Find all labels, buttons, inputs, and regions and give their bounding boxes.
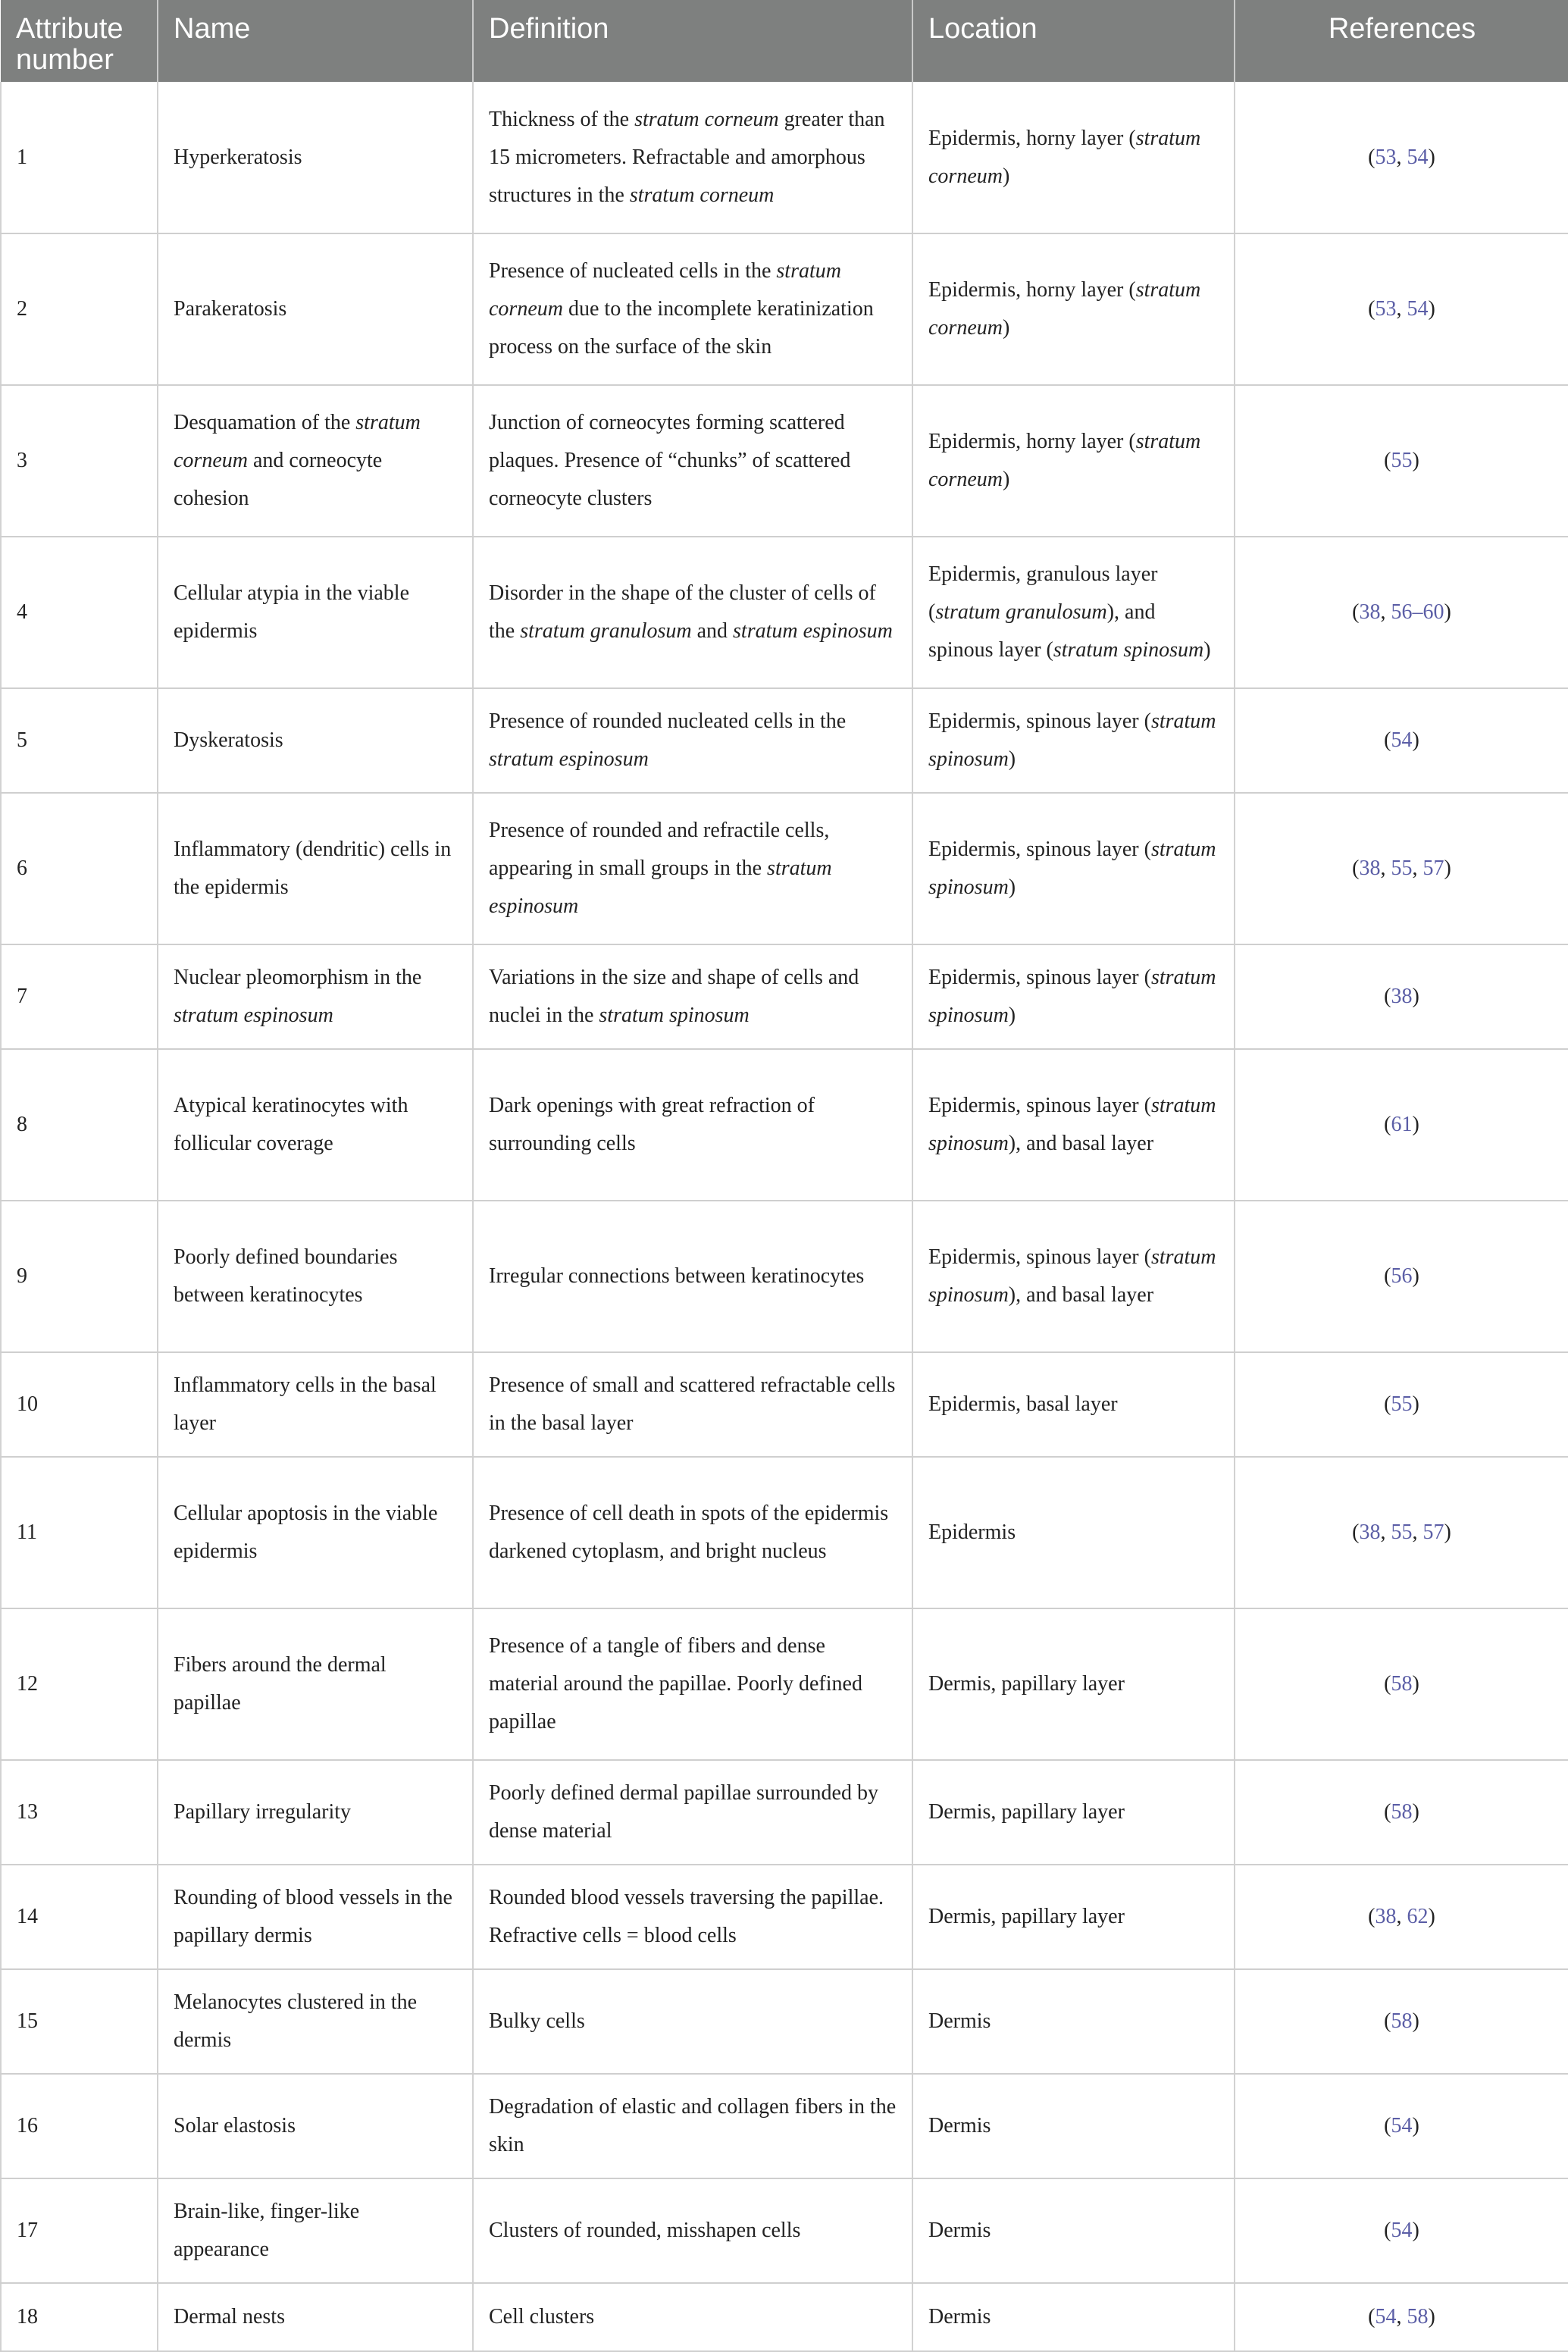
table-body bbox=[1, 82, 1568, 2351]
reference-link[interactable]: 54 bbox=[1407, 297, 1429, 321]
definition-cell bbox=[473, 385, 912, 537]
table-row bbox=[1, 1352, 1568, 1457]
attribute-number-cell bbox=[1, 233, 158, 385]
text-run: Bulky cells bbox=[489, 2009, 585, 2033]
text-run: Disorder in the shape of the cluster of cells of the bbox=[489, 581, 876, 643]
table-row bbox=[1, 537, 1568, 688]
reference-link[interactable]: 58 bbox=[1391, 1800, 1413, 1824]
reference-link[interactable]: 58 bbox=[1391, 1672, 1413, 1696]
text-run: stratum spinosum bbox=[928, 709, 1216, 771]
definition-cell bbox=[473, 1969, 912, 2074]
text-run: Degradation of elastic and collagen fibers in the skin bbox=[489, 2095, 897, 2156]
header-row bbox=[1, 0, 1568, 82]
text-run: stratum corneum bbox=[629, 183, 775, 207]
reference-link[interactable]: 56–60 bbox=[1391, 600, 1444, 624]
location-cell bbox=[912, 1608, 1235, 1760]
references-cell: (38, 62) bbox=[1235, 1865, 1568, 1969]
location-cell bbox=[912, 2178, 1235, 2283]
header-location: Location bbox=[912, 0, 1235, 82]
name-cell bbox=[158, 2283, 473, 2351]
references-cell: (53, 54) bbox=[1235, 82, 1568, 233]
attribute-number-cell bbox=[1, 82, 158, 233]
text-run: Variations in the size and shape of cells and nuclei in the bbox=[489, 966, 859, 1027]
text-run: ), and basal layer bbox=[1008, 1283, 1154, 1307]
attribute-number-cell bbox=[1, 385, 158, 537]
text-run: stratum espinosum bbox=[733, 619, 893, 643]
text-run: Poorly defined boundaries between keratinocytes bbox=[174, 1245, 398, 1307]
text-run: Epidermis, spinous layer ( bbox=[928, 838, 1151, 861]
table-header bbox=[1, 0, 1568, 82]
attribute-number-cell bbox=[1, 944, 158, 1049]
text-run: ) bbox=[1002, 468, 1010, 491]
text-run: Epidermis, granulous layer ( bbox=[928, 562, 1158, 624]
attribute-number-cell bbox=[1, 688, 158, 793]
attribute-number: 14 bbox=[17, 1905, 38, 1928]
text-run: Poorly defined dermal papillae surrounded by dense material bbox=[489, 1781, 878, 1843]
attribute-number: 11 bbox=[17, 1521, 37, 1544]
name-cell bbox=[158, 82, 473, 233]
text-run: ), and spinous layer ( bbox=[928, 600, 1156, 662]
name-cell bbox=[158, 1457, 473, 1608]
table-row bbox=[1, 1201, 1568, 1352]
definition-cell bbox=[473, 233, 912, 385]
references-cell: (38, 55, 57) bbox=[1235, 1457, 1568, 1608]
attribute-number-cell bbox=[1, 1608, 158, 1760]
text-run: stratum spinosum bbox=[928, 838, 1216, 899]
reference-link[interactable]: 54 bbox=[1391, 2219, 1413, 2242]
name-cell bbox=[158, 1608, 473, 1760]
reference-link[interactable]: 54 bbox=[1391, 2114, 1413, 2137]
text-run: Fibers around the dermal papillae bbox=[174, 1653, 387, 1715]
text-run: stratum corneum bbox=[634, 107, 779, 131]
references-cell: (56) bbox=[1235, 1201, 1568, 1352]
text-run: Inflammatory (dendritic) cells in the epidermis bbox=[174, 838, 452, 899]
text-run: stratum corneum bbox=[489, 259, 841, 321]
reference-link[interactable]: 55 bbox=[1391, 857, 1413, 880]
text-run: Dermis bbox=[928, 2114, 991, 2137]
text-run: stratum spinosum bbox=[928, 1094, 1216, 1155]
table-row bbox=[1, 1760, 1568, 1865]
attribute-number: 10 bbox=[17, 1392, 38, 1416]
references-cell: (38) bbox=[1235, 944, 1568, 1049]
references-cell: (61) bbox=[1235, 1049, 1568, 1201]
attribute-number-cell bbox=[1, 1760, 158, 1865]
table-row bbox=[1, 82, 1568, 233]
text-run: Cell clusters bbox=[489, 2305, 595, 2329]
reference-link[interactable]: 56 bbox=[1391, 1264, 1413, 1288]
text-run: Atypical keratinocytes with follicular coverage bbox=[174, 1094, 408, 1155]
definition-cell bbox=[473, 2074, 912, 2178]
text-run: Presence of rounded nucleated cells in the bbox=[489, 709, 847, 733]
text-run: Epidermis, spinous layer ( bbox=[928, 1245, 1151, 1269]
text-run: greater than 15 micrometers. Refractable and amorphous structures in the bbox=[489, 107, 885, 207]
reference-link[interactable]: 55 bbox=[1391, 449, 1413, 472]
text-run: Epidermis, basal layer bbox=[928, 1392, 1118, 1416]
header-references: References bbox=[1235, 0, 1568, 82]
text-run: Epidermis, horny layer ( bbox=[928, 430, 1136, 453]
name-cell bbox=[158, 793, 473, 944]
text-run: Presence of rounded and refractile cells, appearing in small groups in the bbox=[489, 819, 830, 880]
text-run: Dermis, papillary layer bbox=[928, 1800, 1125, 1824]
attribute-number: 1 bbox=[17, 145, 27, 169]
text-run: Epidermis, spinous layer ( bbox=[928, 1094, 1151, 1117]
table-row bbox=[1, 688, 1568, 793]
text-run: Dermis bbox=[928, 2219, 991, 2242]
definition-cell bbox=[473, 1352, 912, 1457]
references-cell: (55) bbox=[1235, 1352, 1568, 1457]
definition-cell bbox=[473, 537, 912, 688]
text-run: stratum granulosum bbox=[520, 619, 692, 643]
attribute-number: 12 bbox=[17, 1672, 38, 1696]
text-run: Irregular connections between keratinocytes bbox=[489, 1264, 865, 1288]
attribute-number: 18 bbox=[17, 2305, 38, 2329]
references-cell: (54) bbox=[1235, 2178, 1568, 2283]
references-cell: (58) bbox=[1235, 1608, 1568, 1760]
location-cell bbox=[912, 793, 1235, 944]
name-cell bbox=[158, 2178, 473, 2283]
attribute-number-cell bbox=[1, 1457, 158, 1608]
reference-link[interactable]: 54 bbox=[1375, 2305, 1397, 2329]
text-run: Presence of cell death in spots of the epidermis darkened cytoplasm, and bright nucleus bbox=[489, 1502, 889, 1563]
location-cell bbox=[912, 385, 1235, 537]
text-run: Epidermis bbox=[928, 1521, 1016, 1544]
location-cell bbox=[912, 1201, 1235, 1352]
references-cell: (55) bbox=[1235, 385, 1568, 537]
text-run: stratum granulosum bbox=[935, 600, 1107, 624]
text-run: stratum spinosum bbox=[1053, 638, 1204, 662]
table-row bbox=[1, 233, 1568, 385]
attribute-number: 13 bbox=[17, 1800, 38, 1824]
reference-link[interactable]: 58 bbox=[1407, 2305, 1429, 2329]
reference-link[interactable]: 54 bbox=[1407, 145, 1429, 169]
text-run: Dark openings with great refraction of surrounding cells bbox=[489, 1094, 815, 1155]
name-cell bbox=[158, 233, 473, 385]
text-run: Clusters of rounded, misshapen cells bbox=[489, 2219, 801, 2242]
attribute-number: 9 bbox=[17, 1264, 27, 1288]
header-definition: Definition bbox=[473, 0, 912, 82]
location-cell bbox=[912, 537, 1235, 688]
references-cell: (38, 56–60) bbox=[1235, 537, 1568, 688]
location-cell bbox=[912, 944, 1235, 1049]
reference-link[interactable]: 62 bbox=[1407, 1905, 1429, 1928]
text-run: stratum espinosum bbox=[489, 747, 649, 771]
attribute-number: 15 bbox=[17, 2009, 38, 2033]
attribute-number: 4 bbox=[17, 600, 27, 624]
table-row bbox=[1, 2178, 1568, 2283]
text-run: stratum espinosum bbox=[489, 857, 832, 918]
attribute-number-cell bbox=[1, 2283, 158, 2351]
reference-link[interactable]: 53 bbox=[1375, 297, 1397, 321]
text-run: due to the incomplete keratinization process on the surface of the skin bbox=[489, 297, 874, 359]
location-cell bbox=[912, 1760, 1235, 1865]
attribute-number-cell bbox=[1, 537, 158, 688]
text-run: Dermal nests bbox=[174, 2305, 285, 2329]
text-run: Brain-like, finger-like appearance bbox=[174, 2200, 360, 2261]
text-run: ) bbox=[1008, 1004, 1016, 1027]
definition-cell bbox=[473, 82, 912, 233]
references-cell: (54) bbox=[1235, 688, 1568, 793]
text-run: stratum spinosum bbox=[599, 1004, 750, 1027]
attribute-number: 3 bbox=[17, 449, 27, 472]
attribute-number-cell bbox=[1, 2178, 158, 2283]
location-cell bbox=[912, 1457, 1235, 1608]
text-run: Rounded blood vessels traversing the papillae. Refractive cells = blood cells bbox=[489, 1886, 884, 1947]
text-run: Rounding of blood vessels in the papillary dermis bbox=[174, 1886, 452, 1947]
text-run: Parakeratosis bbox=[174, 297, 287, 321]
references-cell: (58) bbox=[1235, 1760, 1568, 1865]
name-cell bbox=[158, 2074, 473, 2178]
name-cell bbox=[158, 1049, 473, 1201]
text-run: Hyperkeratosis bbox=[174, 145, 302, 169]
references-cell: (38, 55, 57) bbox=[1235, 793, 1568, 944]
table-row bbox=[1, 385, 1568, 537]
location-cell bbox=[912, 1969, 1235, 2074]
references-cell: (54, 58) bbox=[1235, 2283, 1568, 2351]
definition-cell bbox=[473, 1608, 912, 1760]
attribute-number-cell bbox=[1, 793, 158, 944]
text-run: Papillary irregularity bbox=[174, 1800, 352, 1824]
text-run: Desquamation of the bbox=[174, 411, 356, 434]
location-cell bbox=[912, 688, 1235, 793]
attribute-number-cell bbox=[1, 2074, 158, 2178]
location-cell bbox=[912, 1049, 1235, 1201]
reference-link[interactable]: 53 bbox=[1375, 145, 1397, 169]
definition-cell bbox=[473, 793, 912, 944]
text-run: Junction of corneocytes forming scattered plaques. Presence of “chunks” of scattered corneocyte clusters bbox=[489, 411, 851, 510]
definition-cell bbox=[473, 944, 912, 1049]
text-run: Presence of small and scattered refractable cells in the basal layer bbox=[489, 1373, 896, 1435]
attribute-number: 5 bbox=[17, 728, 27, 752]
table-row bbox=[1, 1049, 1568, 1201]
location-cell bbox=[912, 82, 1235, 233]
reference-link[interactable]: 61 bbox=[1391, 1113, 1413, 1136]
reference-link[interactable]: 57 bbox=[1422, 857, 1444, 880]
text-run: Epidermis, horny layer ( bbox=[928, 278, 1136, 302]
text-run: ) bbox=[1008, 875, 1016, 899]
attribute-number: 6 bbox=[17, 857, 27, 880]
attribute-number-cell bbox=[1, 1352, 158, 1457]
definition-cell bbox=[473, 2178, 912, 2283]
text-run: stratum corneum bbox=[928, 430, 1201, 491]
name-cell bbox=[158, 1352, 473, 1457]
text-run: Epidermis, spinous layer ( bbox=[928, 966, 1151, 989]
text-run: stratum spinosum bbox=[928, 1245, 1216, 1307]
location-cell bbox=[912, 2074, 1235, 2178]
table-row bbox=[1, 2074, 1568, 2178]
name-cell bbox=[158, 1201, 473, 1352]
header-attribute-number: Attribute number bbox=[1, 0, 158, 82]
reference-link[interactable]: 38 bbox=[1375, 1905, 1397, 1928]
table-row bbox=[1, 944, 1568, 1049]
table-row bbox=[1, 793, 1568, 944]
location-cell bbox=[912, 2283, 1235, 2351]
text-run: Melanocytes clustered in the dermis bbox=[174, 1990, 418, 2052]
text-run: Dermis, papillary layer bbox=[928, 1672, 1125, 1696]
text-run: Cellular atypia in the viable epidermis bbox=[174, 581, 410, 643]
text-run: stratum corneum bbox=[174, 411, 421, 472]
attribute-number: 16 bbox=[17, 2114, 38, 2137]
text-run: stratum espinosum bbox=[174, 1004, 333, 1027]
attribute-number: 7 bbox=[17, 985, 27, 1008]
definition-cell bbox=[473, 2283, 912, 2351]
reference-link[interactable]: 38 bbox=[1359, 1521, 1381, 1544]
name-cell bbox=[158, 944, 473, 1049]
text-run: Solar elastosis bbox=[174, 2114, 296, 2137]
text-run: and bbox=[691, 619, 734, 643]
definition-cell bbox=[473, 688, 912, 793]
text-run: stratum spinosum bbox=[928, 966, 1216, 1027]
attribute-number: 17 bbox=[17, 2219, 38, 2242]
name-cell bbox=[158, 385, 473, 537]
table-row bbox=[1, 2283, 1568, 2351]
text-run: Dermis bbox=[928, 2009, 991, 2033]
text-run: Dermis, papillary layer bbox=[928, 1905, 1125, 1928]
text-run: stratum corneum bbox=[928, 278, 1201, 340]
header-name: Name bbox=[158, 0, 473, 82]
text-run: ), and basal layer bbox=[1008, 1132, 1154, 1155]
definition-cell bbox=[473, 1865, 912, 1969]
definition-cell bbox=[473, 1457, 912, 1608]
text-run: Nuclear pleomorphism in the bbox=[174, 966, 422, 989]
text-run: and corneocyte cohesion bbox=[174, 449, 383, 510]
name-cell bbox=[158, 688, 473, 793]
text-run: Dermis bbox=[928, 2305, 991, 2329]
reference-link[interactable]: 38 bbox=[1391, 985, 1413, 1008]
text-run: Inflammatory cells in the basal layer bbox=[174, 1373, 437, 1435]
references-cell: (54) bbox=[1235, 2074, 1568, 2178]
attribute-number-cell bbox=[1, 1049, 158, 1201]
text-run: Cellular apoptosis in the viable epidermis bbox=[174, 1502, 438, 1563]
text-run: Thickness of the bbox=[489, 107, 635, 131]
definition-cell bbox=[473, 1760, 912, 1865]
text-run: ) bbox=[1203, 638, 1211, 662]
name-cell bbox=[158, 537, 473, 688]
text-run: Presence of a tangle of fibers and dense material around the papillae. Poorly defined papillae bbox=[489, 1634, 862, 1733]
name-cell bbox=[158, 1969, 473, 2074]
definition-cell bbox=[473, 1201, 912, 1352]
name-cell bbox=[158, 1760, 473, 1865]
reference-link[interactable]: 58 bbox=[1391, 2009, 1413, 2033]
table-row bbox=[1, 1865, 1568, 1969]
text-run: ) bbox=[1008, 747, 1016, 771]
table-row bbox=[1, 1457, 1568, 1608]
text-run: Presence of nucleated cells in the bbox=[489, 259, 777, 283]
table-row bbox=[1, 1969, 1568, 2074]
reference-link[interactable]: 54 bbox=[1391, 728, 1413, 752]
references-cell: (53, 54) bbox=[1235, 233, 1568, 385]
reference-link[interactable]: 38 bbox=[1359, 857, 1381, 880]
reference-link[interactable]: 38 bbox=[1359, 600, 1381, 624]
text-run: ) bbox=[1002, 316, 1010, 340]
definition-cell bbox=[473, 1049, 912, 1201]
reference-link[interactable]: 55 bbox=[1391, 1392, 1413, 1416]
location-cell bbox=[912, 1865, 1235, 1969]
reference-link[interactable]: 55 bbox=[1391, 1521, 1413, 1544]
attribute-number: 2 bbox=[17, 297, 27, 321]
reference-link[interactable]: 57 bbox=[1422, 1521, 1444, 1544]
location-cell bbox=[912, 1352, 1235, 1457]
references-cell: (58) bbox=[1235, 1969, 1568, 2074]
table-row bbox=[1, 1608, 1568, 1760]
text-run: Dyskeratosis bbox=[174, 728, 283, 752]
attribute-number-cell bbox=[1, 1865, 158, 1969]
text-run: stratum corneum bbox=[928, 126, 1201, 188]
text-run: Epidermis, horny layer ( bbox=[928, 126, 1136, 150]
attribute-number-cell bbox=[1, 1969, 158, 2074]
attribute-number: 8 bbox=[17, 1113, 27, 1136]
attribute-number-cell bbox=[1, 1201, 158, 1352]
text-run: ) bbox=[1002, 164, 1010, 188]
name-cell bbox=[158, 1865, 473, 1969]
text-run: Epidermis, spinous layer ( bbox=[928, 709, 1151, 733]
location-cell bbox=[912, 233, 1235, 385]
